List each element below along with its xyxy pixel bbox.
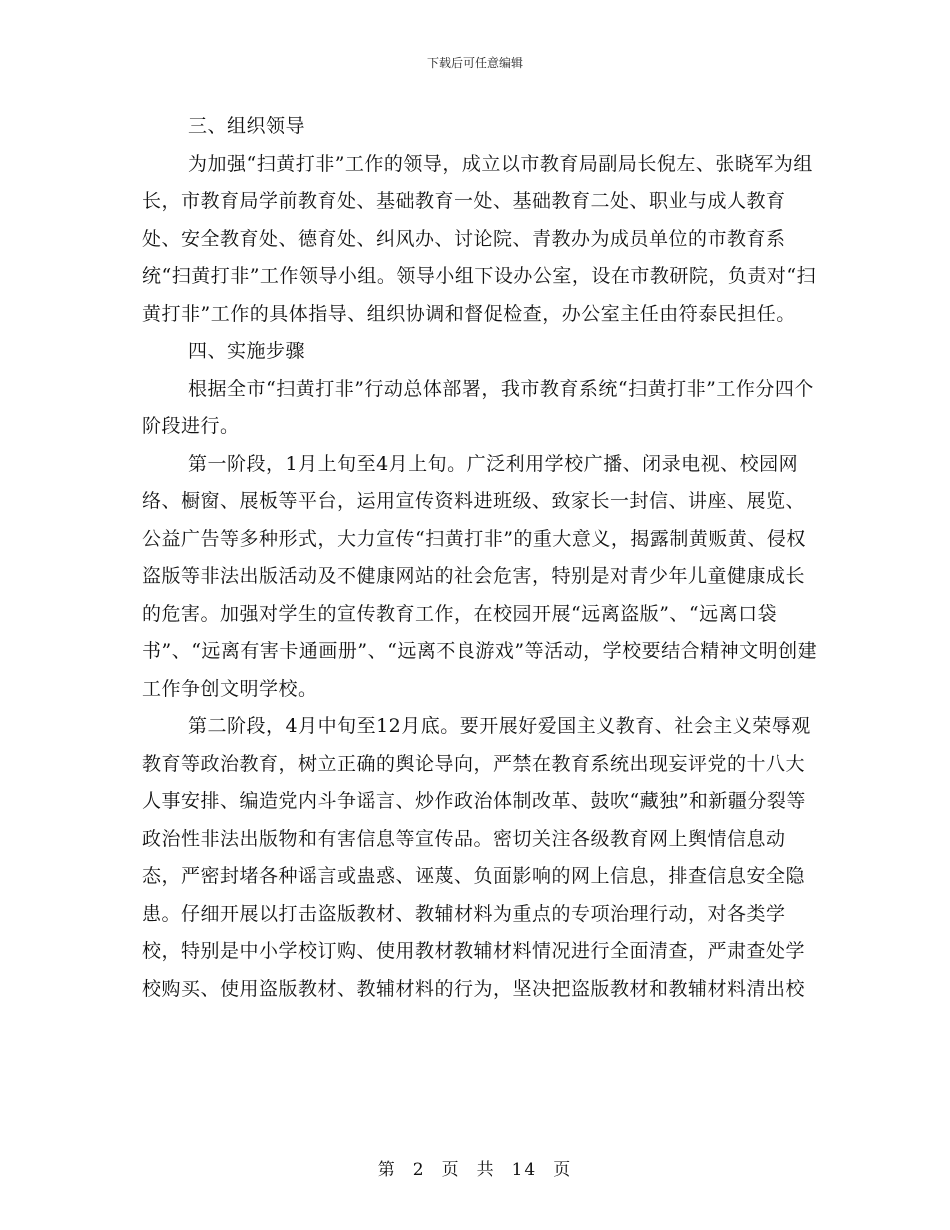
- paragraph-leadership-group: 为加强“扫黄打非”工作的领导，成立以市教育局副局长倪左、张晓军为组长，市教育局学前教育处、基础教育一处、基础教育二处、职业与成人教育处、安全教育处、德育处、纠风办、讨论院、青教办为成员单位的市教育系统“扫黄打非”工作领导小组。领导小组下设办公室，设在市教研院，负责对“扫黄打非”工作的具体指导、组织协调和督促检查，办公室主任由符泰民担任。: [142, 152, 817, 325]
- footer-total-pages: 14: [511, 1160, 538, 1180]
- footer-page-number: 2: [412, 1160, 426, 1180]
- section-heading-organization: 三、组织领导: [188, 115, 306, 137]
- paragraph-stage-one: 第一阶段，1月上旬至4月上旬。广泛利用学校广播、闭录电视、校园网络、橱窗、展板等平台，运用宣传资料进班级、致家长一封信、讲座、展览、公益广告等多种形式，大力宣传“扫黄打非”的重大意义，揭露制黄贩黄、侵权盗版等非法出版活动及不健康网站的社会危害，特别是对青少年儿童健康成长的危害。加强对学生的宣传教育工作，在校园开展“远离盗版”、“远离口袋书”、“远离有害卡通画册”、“远离不良游戏”等活动，学校要结合精神文明创建工作争创文明学校。: [142, 452, 818, 700]
- footer-prefix: 第: [377, 1160, 397, 1180]
- footer-page-word: 页: [441, 1160, 461, 1180]
- page-header-note: 下载后可任意编辑: [426, 56, 523, 70]
- paragraph-four-stages: 根据全市“扫黄打非”行动总体部署，我市教育系统“扫黄打非”工作分四个阶段进行。: [142, 377, 814, 437]
- footer-of-word: 共: [476, 1160, 496, 1180]
- document-body: [142, 108, 822, 1008]
- footer-suffix: 页: [553, 1160, 573, 1180]
- section-heading-implementation: 四、实施步骤: [188, 340, 306, 362]
- paragraph-stage-two: 第二阶段，4月中旬至12月底。要开展好爱国主义教育、社会主义荣辱观教育等政治教育，树立正确的舆论导向，严禁在教育系统出现妄评党的十八大人事安排、编造党内斗争谣言、炒作政治体制改革、鼓吹“藏独”和新疆分裂等政治性非法出版物和有害信息等宣传品。密切关注各级教育网上舆情信息动态，严密封堵各种谣言或蛊惑、诬蔑、负面影响的网上信息，排查信息安全隐患。仔细开展以打击盗版教材、教辅材料为重点的专项治理行动，对各类学校，特别是中小学校订购、使用教材教辅材料情况进行全面清查，严肃查处学校购买、使用盗版教材、教辅材料的行为，坚决把盗版教材和教辅材料清出校: [142, 715, 811, 1000]
- page-footer: [0, 1155, 950, 1180]
